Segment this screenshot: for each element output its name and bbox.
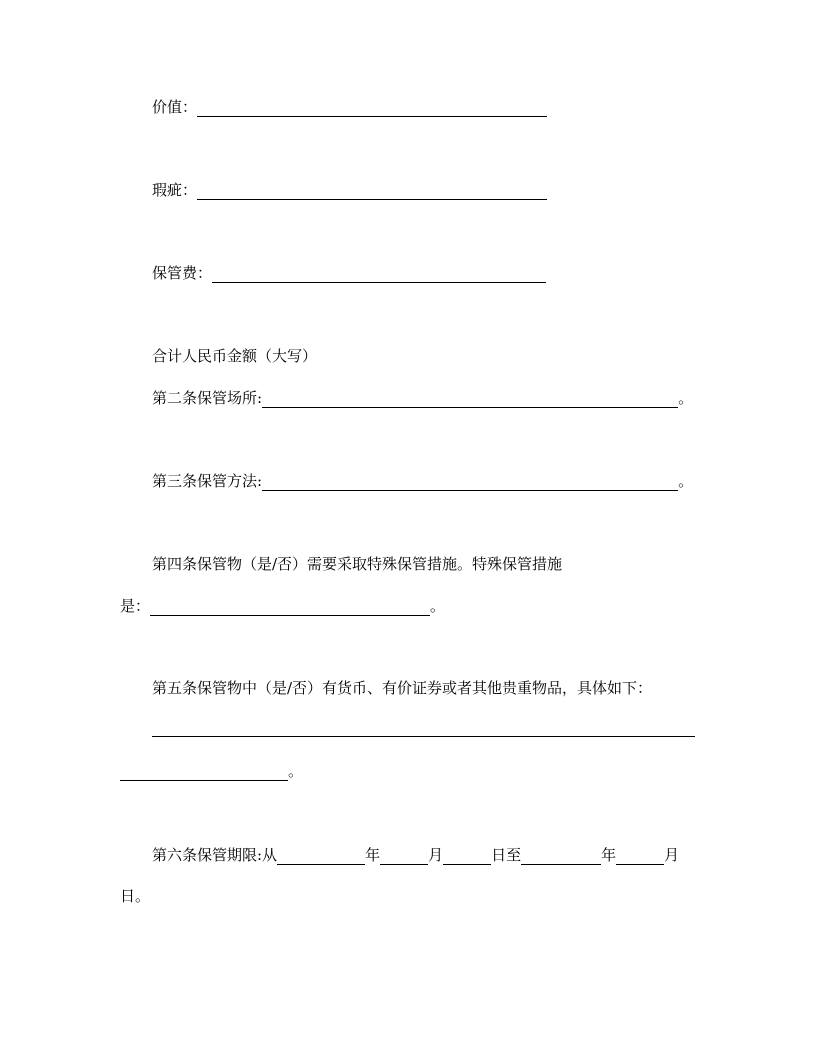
clause-2-end: 。	[678, 389, 694, 407]
clause-4	[152, 554, 562, 574]
clause-4-text: 第四条保管物（是/否）需要采取特殊保管措施。特殊保管措施	[152, 555, 563, 573]
storage-place-blank[interactable]	[262, 391, 678, 408]
valuables-detail-blank-2[interactable]	[120, 764, 288, 781]
clause-5-text: 第五条保管物中（是/否）有货币、有价证券或者其他贵重物品，具体如下：	[152, 679, 653, 697]
clause-6-label: 第六条保管期限:从	[152, 846, 278, 864]
start-month-blank[interactable]	[380, 848, 428, 865]
clause-6-continued	[120, 886, 150, 906]
clause-5-continued	[120, 761, 303, 781]
end-year-blank[interactable]	[521, 848, 601, 865]
clause-4-end: 。	[430, 597, 446, 615]
clause-5-end: 。	[288, 762, 304, 780]
end-month-label: 月	[664, 846, 680, 864]
end-month-blank[interactable]	[616, 848, 664, 865]
fee-label: 保管费：	[152, 264, 213, 282]
clause-2-label: 第二条保管场所:	[152, 389, 263, 407]
clause-4-continued	[120, 596, 445, 616]
storage-method-blank[interactable]	[262, 474, 678, 491]
clause-5	[152, 678, 652, 698]
defect-field	[152, 180, 547, 200]
clause-3	[152, 471, 693, 491]
fee-blank[interactable]	[212, 266, 546, 283]
fee-field	[152, 263, 546, 283]
clause-4-label2: 是：	[120, 597, 151, 615]
value-field	[152, 97, 547, 117]
start-year-blank[interactable]	[277, 848, 365, 865]
clause-2	[152, 388, 693, 408]
start-day-label: 日至	[491, 846, 522, 864]
total-label: 合计人民币金额（大写）	[152, 347, 318, 365]
special-measures-blank[interactable]	[150, 599, 430, 616]
defect-blank[interactable]	[197, 183, 547, 200]
value-label: 价值：	[152, 98, 198, 116]
start-day-blank[interactable]	[443, 848, 491, 865]
clause-6	[152, 845, 679, 865]
start-year-label: 年	[365, 846, 381, 864]
start-month-label: 月	[428, 846, 444, 864]
clause-3-label: 第三条保管方法:	[152, 472, 263, 490]
total-amount	[152, 346, 317, 366]
defect-label: 瑕疵：	[152, 181, 198, 199]
end-year-label: 年	[601, 846, 617, 864]
value-blank[interactable]	[197, 100, 547, 117]
valuables-detail-blank[interactable]	[152, 736, 695, 737]
clause-3-end: 。	[678, 472, 694, 490]
end-day-label: 日。	[120, 887, 151, 905]
